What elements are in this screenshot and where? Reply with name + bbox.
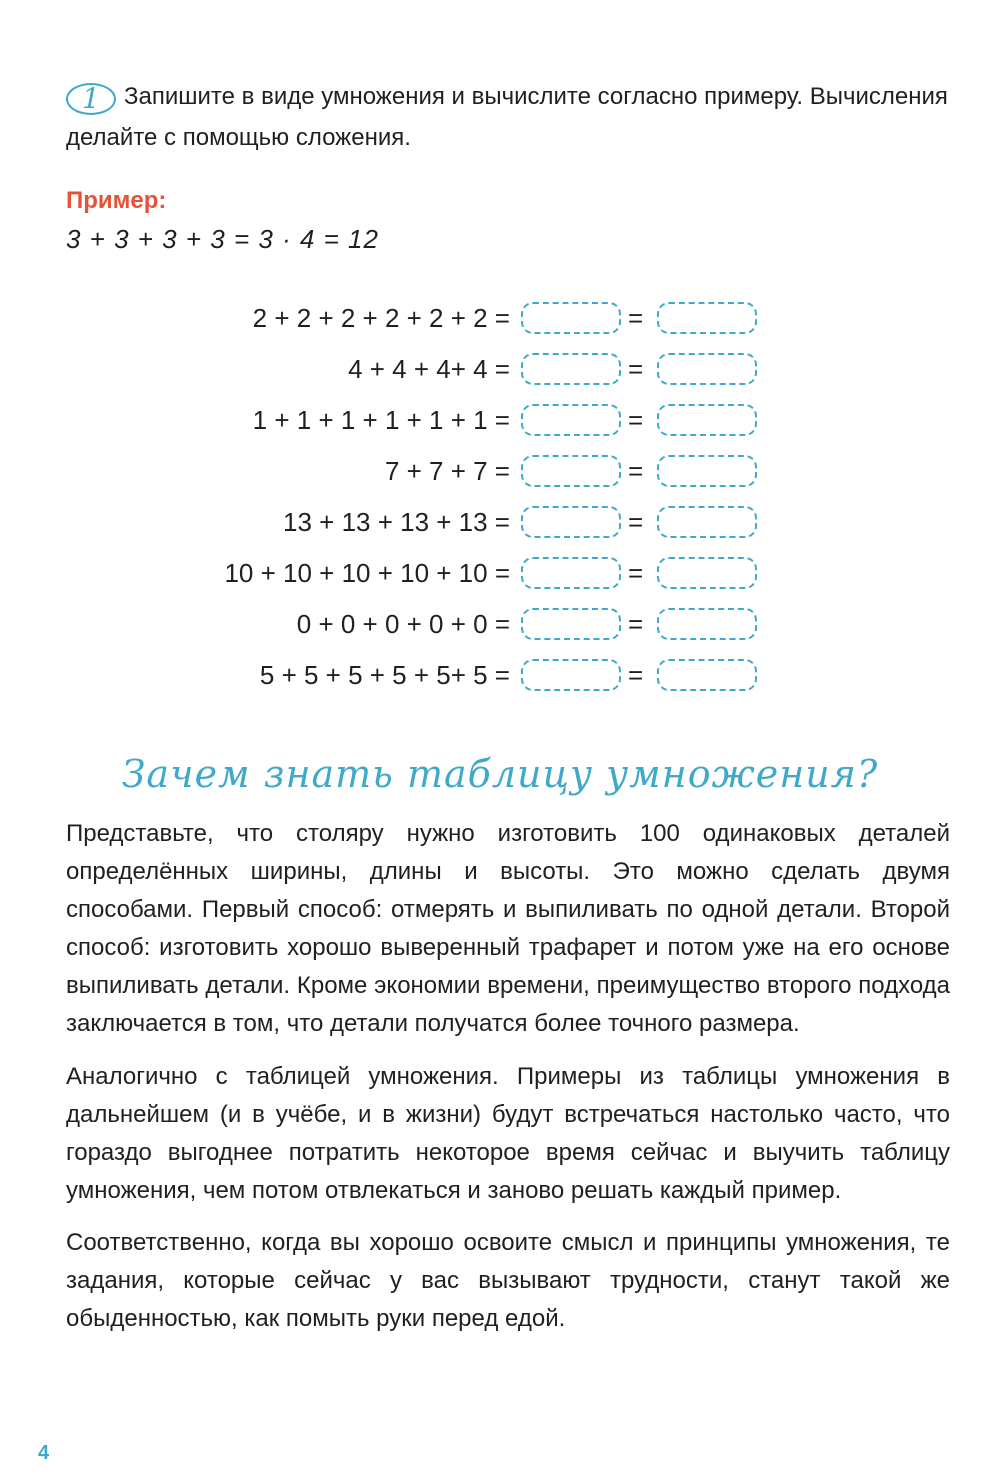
exercise-row	[0, 555, 1000, 595]
exercise-expression: 0 + 0 + 0 + 0 + 0 =	[296, 609, 510, 639]
answer-box-multiplication[interactable]	[521, 557, 621, 589]
exercise-row	[0, 504, 1000, 544]
section-heading: Зачем знать таблицу умножения?	[121, 752, 879, 796]
equals-sign: =	[628, 354, 644, 384]
page-number: 4	[38, 1442, 50, 1464]
equals-sign: =	[628, 456, 644, 486]
answer-box-multiplication[interactable]	[521, 659, 621, 691]
exercise-expression: 2 + 2 + 2 + 2 + 2 + 2 =	[252, 303, 510, 333]
answer-box-result[interactable]	[657, 506, 757, 538]
exercise-row	[0, 402, 1000, 442]
answer-box-result[interactable]	[657, 353, 757, 385]
equals-sign: =	[628, 660, 644, 690]
exercise-expression: 7 + 7 + 7 =	[384, 456, 510, 486]
answer-box-multiplication[interactable]	[521, 455, 621, 487]
exercise-row	[0, 453, 1000, 493]
task-instruction	[66, 76, 956, 158]
task-number-badge: 1	[66, 83, 116, 115]
exercise-row	[0, 657, 1000, 697]
answer-box-multiplication[interactable]	[521, 353, 621, 385]
answer-box-result[interactable]	[657, 404, 757, 436]
answer-box-multiplication[interactable]	[521, 302, 621, 334]
task-text: Запишите в виде умножения и вычислите согласно примеру. Вычисления делайте с помощью сложения.	[66, 83, 948, 151]
exercise-expression: 1 + 1 + 1 + 1 + 1 + 1 =	[252, 405, 510, 435]
exercise-row	[0, 351, 1000, 391]
paragraph-analogy: Аналогично с таблицей умножения. Примеры из таблицы умножения в дальнейшем (и в учёбе, и в жизни) будут встречаться настолько часто, что гораздо выгоднее потратить некоторое время сейчас и выучить таблицу умножения, чем потом отвлекаться и заново решать каждый пример.	[66, 1063, 950, 1204]
answer-box-result[interactable]	[657, 302, 757, 334]
exercise-row	[0, 606, 1000, 646]
example-formula: 3 + 3 + 3 + 3 = 3 · 4 = 12	[66, 224, 379, 254]
answer-box-result[interactable]	[657, 455, 757, 487]
equals-sign: =	[628, 303, 644, 333]
exercise-expression: 10 + 10 + 10 + 10 + 10 =	[224, 558, 510, 588]
exercise-expression: 5 + 5 + 5 + 5 + 5+ 5 =	[259, 660, 510, 690]
example-label: Пример:	[66, 187, 167, 214]
equals-sign: =	[628, 405, 644, 435]
answer-box-result[interactable]	[657, 659, 757, 691]
answer-box-multiplication[interactable]	[521, 404, 621, 436]
exercise-expression: 4 + 4 + 4+ 4 =	[348, 354, 510, 384]
equals-sign: =	[628, 609, 644, 639]
answer-box-result[interactable]	[657, 608, 757, 640]
exercise-row	[0, 300, 1000, 340]
paragraph-conclusion: Соответственно, когда вы хорошо освоите смысл и принципы умножения, те задания, которые сейчас у вас вызывают трудности, станут такой же обыденностью, как помыть руки перед едой.	[66, 1229, 950, 1332]
paragraph-carpenter: Представьте, что столяру нужно изготовить 100 одинаковых деталей определённых ширины, длины и высоты. Это можно сделать двумя способами. Первый способ: отмерять и выпиливать по одной детали. Второй способ: изготовить хорошо выверенный трафарет и потом уже на его основе выпиливать детали. Кроме экономии времени, преимущество второго подхода заключается в том, что детали получатся более точного размера.	[66, 820, 950, 1037]
equals-sign: =	[628, 507, 644, 537]
answer-box-result[interactable]	[657, 557, 757, 589]
equals-sign: =	[628, 558, 644, 588]
answer-box-multiplication[interactable]	[521, 506, 621, 538]
exercise-expression: 13 + 13 + 13 + 13 =	[283, 507, 510, 537]
answer-box-multiplication[interactable]	[521, 608, 621, 640]
